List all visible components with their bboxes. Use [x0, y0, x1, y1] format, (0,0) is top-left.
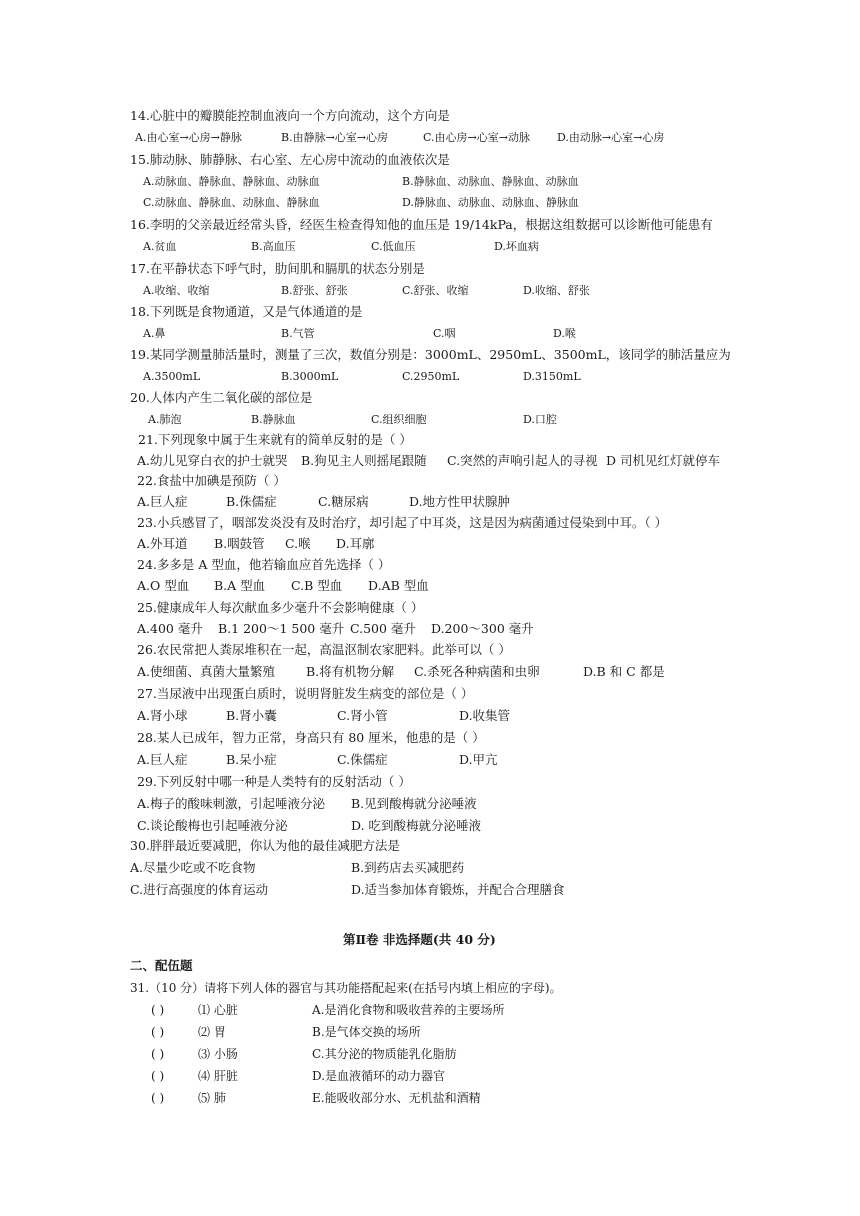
q24-stem: 24.多多是 A 型血，他若输血应首先选择（ ）: [137, 557, 391, 572]
q25-option-b: B.1 200～1 500 毫升: [218, 621, 345, 636]
q31-blank[interactable]: ( ): [151, 1025, 165, 1039]
q19-option-b: B.3000mL: [281, 370, 339, 383]
q22-option-d: D.地方性甲状腺肿: [409, 494, 511, 509]
q28-option-d: D.甲亢: [459, 752, 498, 767]
q26-option-d: D.B 和 C 都是: [583, 664, 665, 679]
q19-option-d: D.3150mL: [523, 370, 581, 383]
q27-stem: 27.当尿液中出现蛋白质时，说明肾脏发生病变的部位是（ ）: [137, 686, 474, 701]
q20-option-a: A.肺泡: [148, 413, 182, 426]
q17-option-a: A.收缩、收缩: [143, 284, 210, 297]
q17-stem: 17.在平静状态下呼气时，肋间肌和膈肌的状态分别是: [130, 261, 425, 276]
q26-option-a: A.使细菌、真菌大量繁殖: [137, 664, 276, 679]
q25-stem: 25.健康成年人每次献血多少毫升不会影响健康（ ）: [137, 600, 424, 615]
q31-organ: ⑴ 心脏: [198, 1003, 238, 1017]
q22-option-c: C.糖尿病: [318, 494, 369, 509]
q31-function: D.是血液循环的动力器官: [312, 1069, 446, 1083]
q19-option-a: A.3500mL: [143, 370, 201, 383]
q18-option-a: A.鼻: [143, 327, 166, 340]
q23-option-d: D.耳廓: [336, 536, 375, 551]
q16-option-a: A.贫血: [143, 240, 177, 253]
part2-title: 第Ⅱ卷 非选择题(共 40 分): [343, 932, 496, 947]
q22-stem: 22.食盐中加碘是预防（ ）: [137, 473, 286, 488]
q16-option-b: B.高血压: [251, 240, 296, 253]
q18-option-c: C.咽: [433, 327, 456, 340]
q23-option-a: A.外耳道: [137, 536, 188, 551]
q31-organ: ⑵ 胃: [198, 1025, 226, 1039]
q27-option-c: C.肾小管: [337, 708, 388, 723]
q28-option-a: A.巨人症: [137, 752, 188, 767]
q29-option-b: B.见到酸梅就分泌唾液: [351, 796, 477, 811]
q20-stem: 20.人体内产生二氧化碳的部位是: [130, 390, 313, 405]
q26-option-c: C.杀死各种病菌和虫卵: [414, 664, 540, 679]
q28-option-c: C.侏儒症: [337, 752, 388, 767]
q17-option-d: D.收缩、舒张: [523, 284, 590, 297]
q28-stem: 28.某人已成年，智力正常，身高只有 80 厘米，他患的是（ ）: [137, 730, 485, 745]
q16-option-c: C.低血压: [371, 240, 416, 253]
q30-stem: 30.胖胖最近要减肥，你认为他的最佳减肥方法是: [130, 838, 400, 853]
q31-blank[interactable]: ( ): [151, 1091, 165, 1105]
q15-stem: 15.肺动脉、肺静脉、右心室、左心房中流动的血液依次是: [130, 152, 450, 167]
q21-option-b: B.狗见主人则摇尾跟随: [301, 453, 427, 468]
q25-option-c: C.500 毫升: [350, 621, 416, 636]
q29-option-c: C.谈论酸梅也引起唾液分泌: [137, 818, 288, 833]
q23-option-c: C.喉: [285, 536, 311, 551]
q31-function: A.是消化食物和吸收营养的主要场所: [312, 1003, 505, 1017]
q18-option-b: B.气管: [281, 327, 315, 340]
q19-option-c: C.2950mL: [402, 370, 460, 383]
q21-stem: 21.下列现象中属于生来就有的简单反射的是（ ）: [138, 432, 412, 447]
q18-stem: 18.下列既是食物通道，又是气体通道的是: [130, 304, 363, 319]
q29-option-d: D. 吃到酸梅就分泌唾液: [351, 818, 482, 833]
q24-option-c: C.B 型血: [291, 578, 343, 593]
q27-option-d: D.收集管: [459, 708, 511, 723]
q31-blank[interactable]: ( ): [151, 1003, 165, 1017]
q30-option-d: D.适当参加体育锻炼，并配合合理膳食: [351, 882, 565, 897]
q15-option-a: A.动脉血、静脉血、静脉血、动脉血: [143, 175, 320, 188]
q30-option-c: C.进行高强度的体育运动: [130, 882, 269, 897]
q31-blank[interactable]: ( ): [151, 1069, 165, 1083]
q23-stem: 23.小兵感冒了，咽部发炎没有及时治疗，却引起了中耳炎，这是因为病菌通过侵染到中耳。（ ）: [137, 515, 668, 530]
q25-option-a: A.400 毫升: [137, 621, 203, 636]
q31-function: B.是气体交换的场所: [312, 1025, 421, 1039]
q25-option-d: D.200～300 毫升: [431, 621, 534, 636]
q21-option-c: C.突然的声响引起人的寻视: [447, 453, 598, 468]
q23-option-b: B.咽鼓管: [214, 536, 265, 551]
q15-option-c: C.动脉血、静脉血、动脉血、静脉血: [143, 196, 320, 209]
q17-option-b: B.舒张、舒张: [281, 284, 348, 297]
q20-option-b: B.静脉血: [251, 413, 296, 426]
q17-option-c: C.舒张、收缩: [402, 284, 469, 297]
q22-option-b: B.侏儒症: [226, 494, 277, 509]
q19-stem: 19.某同学测量肺活量时，测量了三次，数值分别是：3000mL、2950mL、3500mL，该同学的肺活量应为: [130, 347, 731, 362]
q26-stem: 26.农民常把人粪尿堆积在一起，高温沤制农家肥料。此举可以（ ）: [137, 642, 511, 657]
q26-option-b: B.将有机物分解: [306, 664, 395, 679]
q24-option-a: A.O 型血: [137, 578, 190, 593]
q16-stem: 16.李明的父亲最近经常头昏，经医生检查得知他的血压是 19/14kPa，根据这组数据可以诊断他可能患有: [130, 217, 713, 232]
q31-organ: ⑶ 小肠: [198, 1047, 238, 1061]
q21-option-a: A.幼儿见穿白衣的护士就哭: [137, 453, 288, 468]
q24-option-b: B.A 型血: [214, 578, 266, 593]
section-title: 二、配伍题: [130, 958, 193, 973]
q24-option-d: D.AB 型血: [368, 578, 429, 593]
q15-option-b: B.静脉血、动脉血、静脉血、动脉血: [402, 175, 579, 188]
q31-function: E.能吸收部分水、无机盐和酒精: [312, 1091, 481, 1105]
q14-option-d: D.由动脉→心室→心房: [557, 131, 665, 144]
q22-option-a: A.巨人症: [137, 494, 188, 509]
q15-option-d: D.静脉血、动脉血、动脉血、静脉血: [402, 196, 579, 209]
q31-stem: 31.（10 分）请将下列人体的器官与其功能搭配起来(在括号内填上相应的字母)。: [130, 981, 562, 995]
q31-blank[interactable]: ( ): [151, 1047, 165, 1061]
q21-option-d: D 司机见红灯就停车: [606, 453, 720, 468]
q31-function: C.其分泌的物质能乳化脂肪: [312, 1047, 457, 1061]
q14-option-a: A.由心室→心房→静脉: [135, 131, 242, 144]
q30-option-a: A.尽量少吃或不吃食物: [130, 860, 256, 875]
q28-option-b: B.呆小症: [226, 752, 277, 767]
q27-option-a: A.肾小球: [137, 708, 188, 723]
q29-stem: 29.下列反射中哪一种是人类特有的反射活动（ ）: [137, 774, 411, 789]
q14-option-c: C.由心房→心室→动脉: [423, 131, 530, 144]
q30-option-b: B.到药店去买减肥药: [351, 860, 465, 875]
q14-option-b: B.由静脉→心室→心房: [281, 131, 389, 144]
q18-option-d: D.喉: [553, 327, 576, 340]
q14-stem: 14.心脏中的瓣膜能控制血液向一个方向流动，这个方向是: [130, 108, 450, 123]
q29-option-a: A.梅子的酸味刺激，引起唾液分泌: [137, 796, 326, 811]
q27-option-b: B.肾小囊: [226, 708, 277, 723]
q20-option-d: D.口腔: [523, 413, 557, 426]
q20-option-c: C.组织细胞: [371, 413, 427, 426]
q31-organ: ⑸ 肺: [198, 1091, 226, 1105]
q16-option-d: D.坏血病: [494, 240, 539, 253]
q31-organ: ⑷ 肝脏: [198, 1069, 238, 1083]
